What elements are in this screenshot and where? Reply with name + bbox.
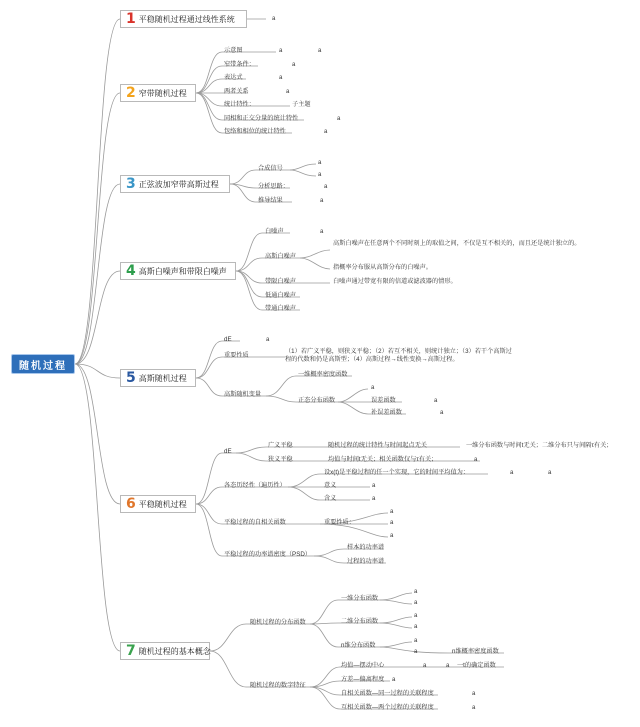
- t5-item[interactable]: dE: [224, 336, 232, 343]
- topic-number: 7: [126, 643, 136, 659]
- t2-item[interactable]: 两者关系: [224, 88, 249, 95]
- t7-marker: a: [414, 649, 418, 655]
- topic-number: 1: [126, 11, 136, 27]
- t7-marker: a: [392, 677, 396, 683]
- t7-num-item[interactable]: 方差—偏离程度: [341, 676, 385, 683]
- t7-marker: a: [414, 613, 418, 619]
- t5-marker: a: [434, 398, 438, 404]
- t2-marker: a: [279, 75, 283, 81]
- t5-rv-item[interactable]: 正态分布函数: [298, 397, 336, 404]
- t6-marker: a: [390, 533, 394, 539]
- t4-item[interactable]: 带限白噪声: [265, 278, 296, 285]
- t5-norm-item[interactable]: 补误差函数: [371, 409, 402, 416]
- t5-properties-text: （1）若广义平稳，则狭义平稳；（2）若互不相关，则统计独立；（3）若干个高斯过程的代数和仍是高斯型；（4）高斯过程→线性变换→高斯过程。: [285, 348, 512, 363]
- t2-marker: a: [279, 48, 283, 54]
- topic-title: 随机过程的基本概念: [138, 646, 211, 656]
- t7-marker: a: [414, 638, 418, 644]
- t3-marker: a: [318, 160, 322, 166]
- t3-item[interactable]: 分析思路：: [258, 183, 289, 190]
- t4-gauss-desc: 高斯白噪声在任意两个不同时刻上的取值之间，不仅是互不相关的，而且还是统计独立的。: [333, 240, 581, 247]
- t6-marker: a: [390, 509, 394, 515]
- t2-subtopic[interactable]: 子主题: [292, 101, 311, 108]
- topic-2-node[interactable]: [120, 84, 196, 102]
- t6-item[interactable]: 平稳过程的自相关函数: [224, 519, 286, 526]
- t7-density-label: n维概率密度函数: [452, 648, 499, 655]
- t5-marker: a: [440, 410, 444, 416]
- t2-item[interactable]: 表达式: [224, 74, 243, 81]
- t7-item[interactable]: 随机过程的分布函数: [250, 619, 306, 626]
- t6-marker: a: [548, 470, 552, 476]
- topic-4-node[interactable]: [120, 262, 236, 280]
- t6-psd-item[interactable]: 样本的功率谱: [347, 544, 385, 551]
- topic-title: 窄带随机过程: [138, 88, 187, 98]
- t6-marker: a: [372, 496, 376, 502]
- topic-number: 3: [126, 176, 136, 192]
- t4-item[interactable]: 白噪声: [265, 228, 284, 235]
- t4-item[interactable]: 高斯白噪声: [265, 253, 296, 260]
- t5-item[interactable]: 重要性质: [224, 352, 249, 359]
- t7-num-item[interactable]: 均值—摆动中心: [341, 662, 385, 669]
- t5-marker: a: [266, 337, 270, 343]
- t2-marker: a: [324, 129, 328, 135]
- topic-number: 4: [126, 263, 136, 279]
- topic-5-node[interactable]: [120, 369, 196, 387]
- t7-dist-item[interactable]: 二维分布函数: [341, 618, 379, 625]
- t6-item[interactable]: 各态历经性（遍历性）: [224, 482, 286, 489]
- t2-item[interactable]: 包络和相位的统计特性: [224, 128, 286, 135]
- t7-mean-note: 一t的确定函数: [457, 662, 496, 669]
- topic-1-marker: a: [272, 16, 276, 22]
- t7-marker: a: [472, 705, 476, 711]
- t6-def-item[interactable]: 广义平稳: [268, 442, 293, 449]
- t7-dist-item[interactable]: 一维分布函数: [341, 595, 379, 602]
- t6-def-item[interactable]: 狭义平稳: [268, 456, 293, 463]
- t7-marker: a: [414, 600, 418, 606]
- t5-marker: a: [371, 385, 375, 391]
- t4-item[interactable]: 低通白噪声: [265, 292, 296, 299]
- t2-item[interactable]: 窄带条件：: [224, 61, 255, 68]
- t7-num-item[interactable]: 互相关函数—两个过程的关联程度: [341, 704, 434, 711]
- t4-item[interactable]: 带通白噪声: [265, 305, 296, 312]
- t7-num-item[interactable]: 自相关函数—同一过程的关联程度: [341, 690, 434, 697]
- t6-psd-item[interactable]: 过程的功率谱: [347, 558, 385, 565]
- topic-1-node[interactable]: [120, 10, 247, 28]
- topic-3-node[interactable]: [120, 175, 230, 193]
- t3-marker: a: [318, 172, 322, 178]
- t7-dist-item[interactable]: n维分布函数: [341, 642, 376, 649]
- t7-marker: a: [472, 691, 476, 697]
- topic-title: 平稳随机过程通过线性系统: [138, 14, 235, 24]
- t7-marker: a: [414, 624, 418, 630]
- t6-wide-desc: 随机过程的统计特性与时间起点无关: [328, 442, 427, 449]
- t4-band-desc: 白噪声通过带宽有限的信道或滤波器的情形。: [333, 278, 457, 285]
- topic-title: 高斯随机过程: [138, 373, 187, 383]
- topic-title: 高斯白噪声和带限白噪声: [138, 266, 227, 276]
- t2-item[interactable]: 同相和正交分量的统计特性: [224, 115, 299, 122]
- topic-number: 5: [126, 370, 136, 386]
- topic-title: 平稳随机过程: [138, 499, 187, 509]
- t6-marker: a: [390, 520, 394, 526]
- t6-item[interactable]: 平稳过程的功率谱密度（PSD）: [224, 551, 311, 558]
- t4-gauss-desc: 指概率分布服从高斯分布的白噪声。: [333, 264, 432, 271]
- t6-ergodic-item[interactable]: 设x(t)是平稳过程的任一个实现，它的时间平均值为：: [324, 469, 470, 476]
- t5-norm-item[interactable]: 误差函数: [371, 397, 396, 404]
- t2-item[interactable]: 示意图: [224, 47, 243, 54]
- t2-marker: a: [286, 89, 290, 95]
- topic-6-node[interactable]: [120, 495, 196, 513]
- t6-narrow-desc: 均值与时间t无关；相关函数仅与τ有关；: [328, 456, 438, 463]
- t6-item[interactable]: dE: [224, 448, 232, 455]
- t4-marker: a: [320, 229, 324, 235]
- t6-ergodic-item[interactable]: 含义: [324, 495, 337, 502]
- root-node[interactable]: 随机过程: [11, 354, 75, 374]
- t2-marker: a: [292, 62, 296, 68]
- t7-marker: a: [423, 663, 427, 669]
- t7-item[interactable]: 随机过程的数字特征: [250, 682, 306, 689]
- topic-title: 正弦波加窄带高斯过程: [138, 179, 219, 189]
- t6-ergodic-item[interactable]: 意义: [324, 482, 337, 489]
- t5-rv-item[interactable]: 一维概率密度函数: [298, 371, 348, 378]
- topic-number: 6: [126, 496, 136, 512]
- t7-marker: a: [446, 663, 450, 669]
- t6-wide-desc2: 一维分布函数与时间t无关；二维分布只与间隔τ有关；: [466, 442, 613, 449]
- t3-item[interactable]: 推导结果: [258, 197, 283, 204]
- t2-item[interactable]: 统计特性：: [224, 101, 255, 108]
- t3-item[interactable]: 合成信号: [258, 165, 283, 172]
- t7-marker: a: [414, 589, 418, 595]
- topic-7-node[interactable]: [120, 642, 210, 660]
- t3-marker: a: [324, 184, 328, 190]
- t5-item[interactable]: 高斯随机变量: [224, 391, 262, 398]
- topic-number: 2: [126, 85, 136, 101]
- t3-marker: a: [320, 198, 324, 204]
- t6-auto-prop[interactable]: 重要性质：: [324, 519, 355, 526]
- t6-marker: a: [474, 457, 478, 463]
- t2-marker: a: [337, 116, 341, 122]
- t2-marker: a: [318, 48, 322, 54]
- t6-marker: a: [510, 470, 514, 476]
- t6-marker: a: [372, 483, 376, 489]
